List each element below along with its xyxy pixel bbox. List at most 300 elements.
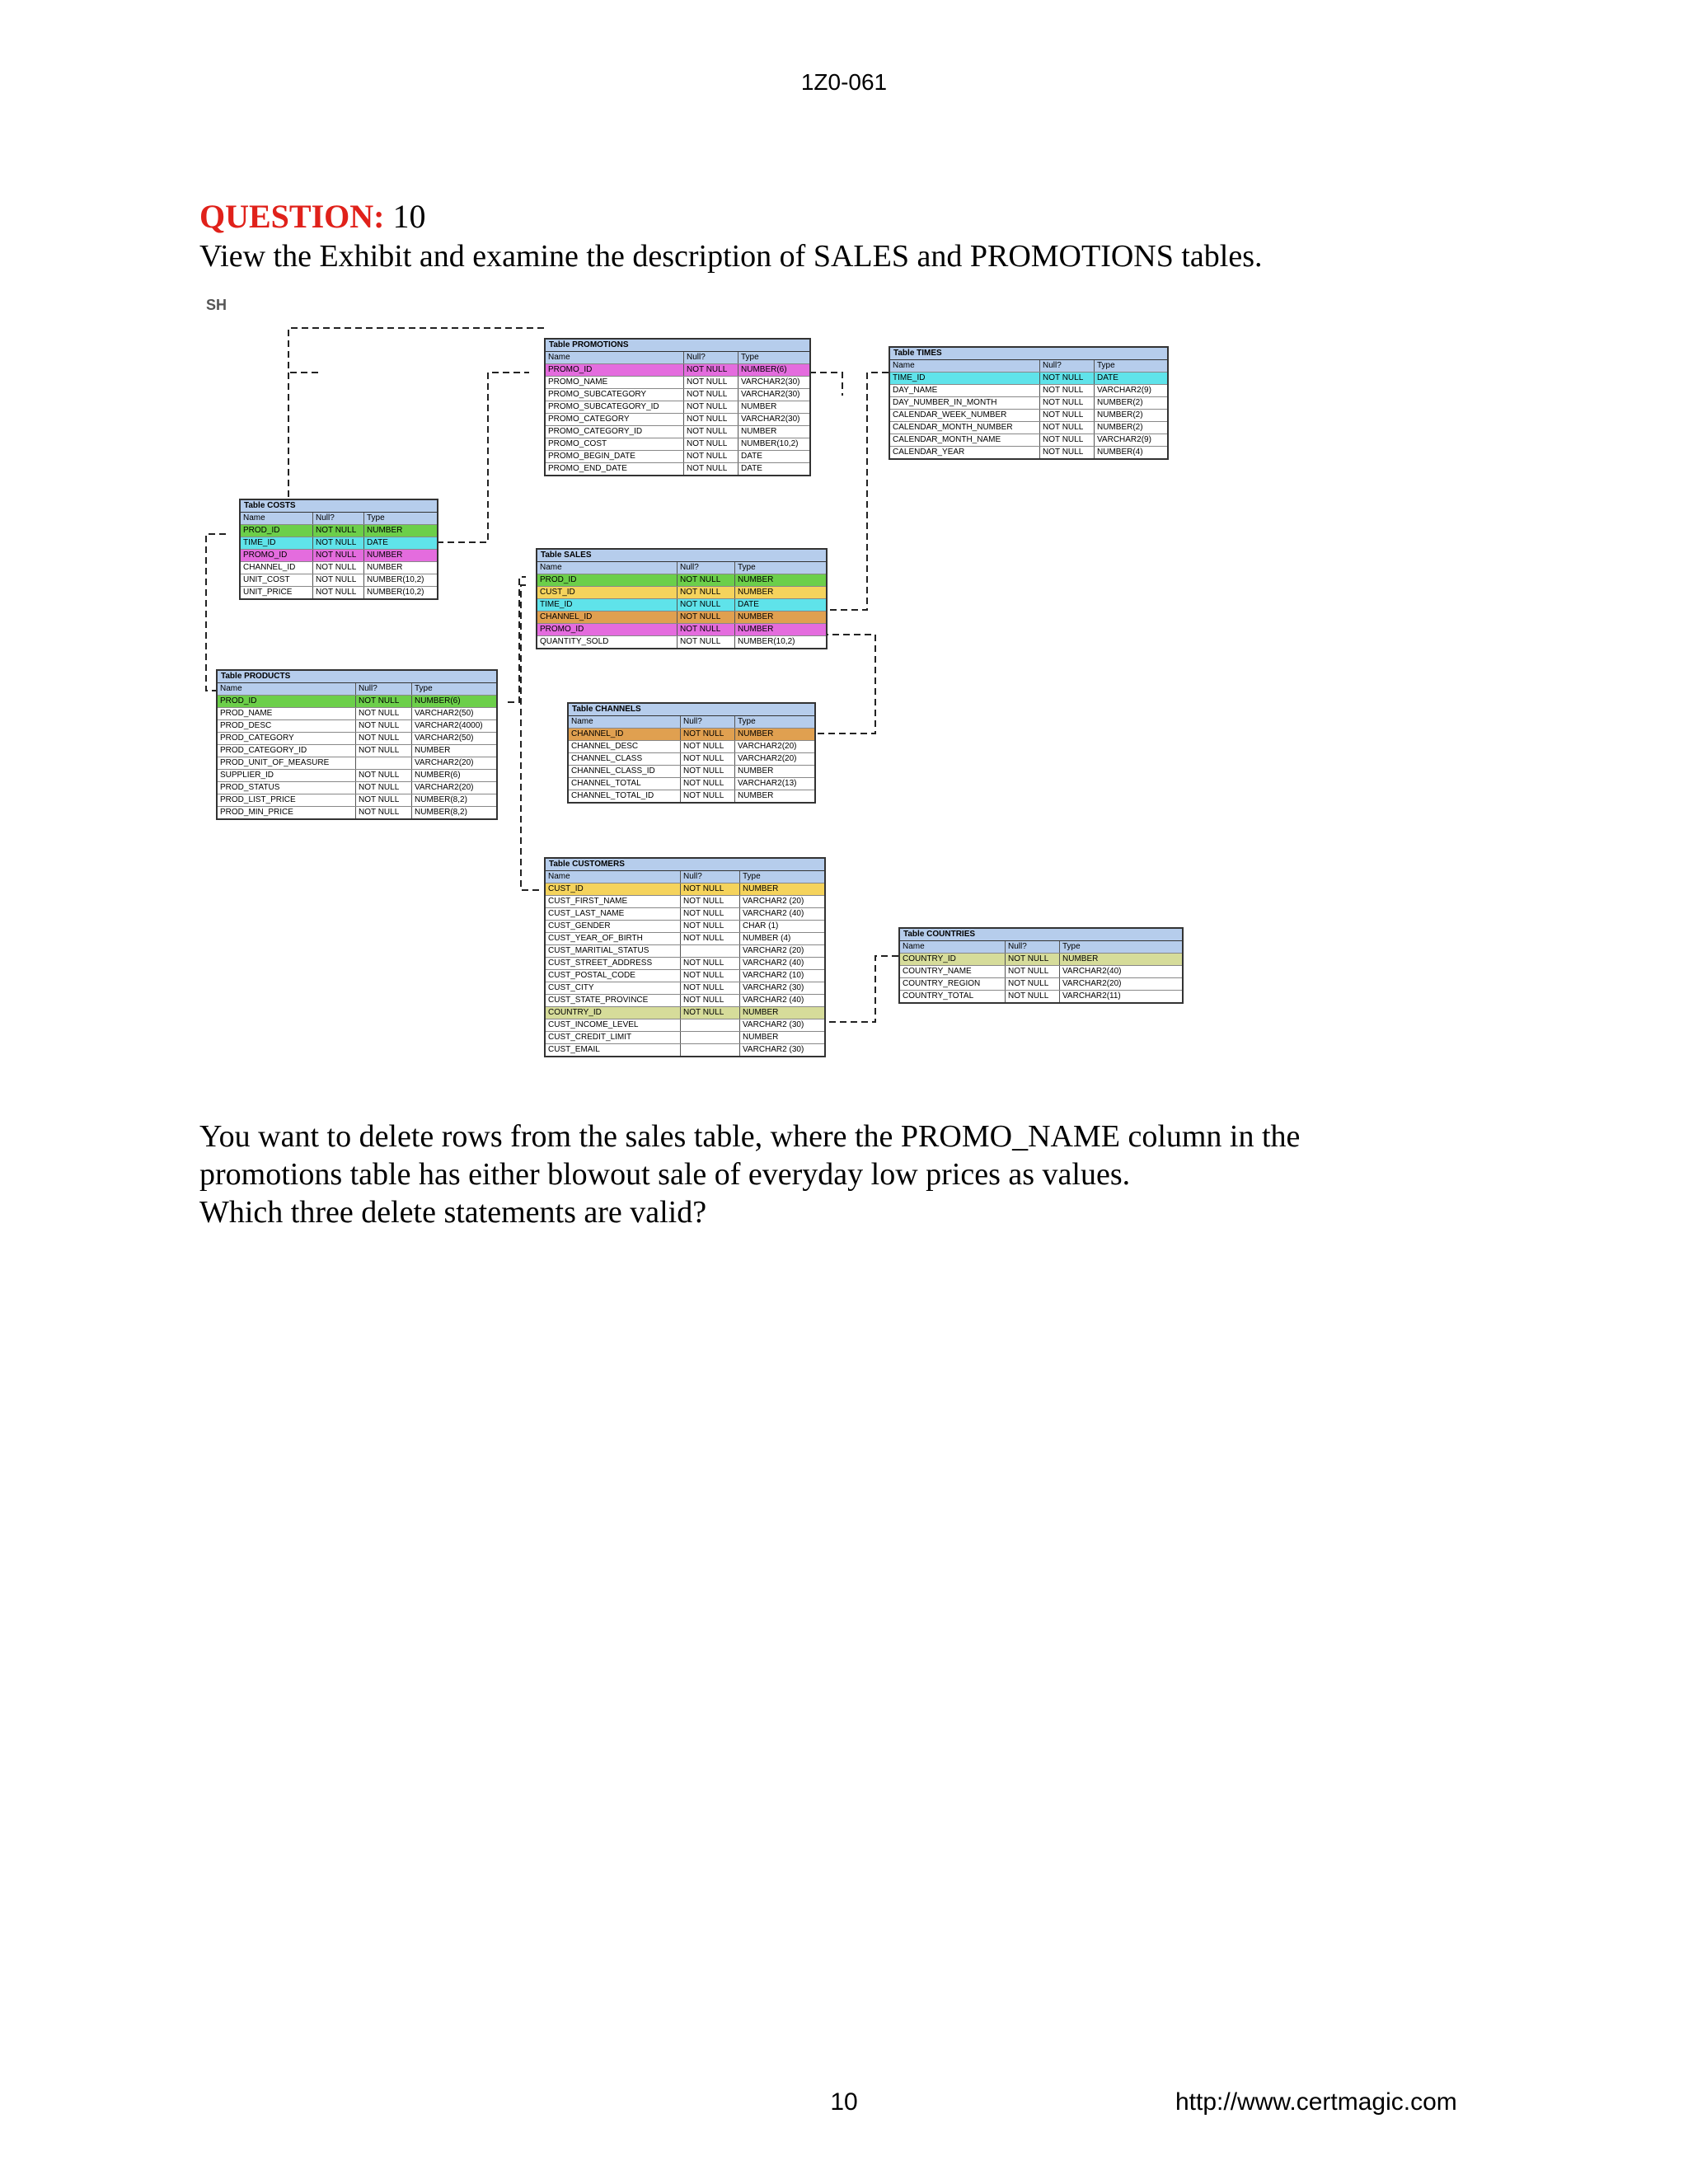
column-name-cell: CHANNEL_ID xyxy=(241,562,313,574)
column-name-cell: TIME_ID xyxy=(890,373,1040,384)
column-name-cell: PROD_UNIT_OF_MEASURE xyxy=(218,757,356,769)
line-costs-to-products xyxy=(206,534,226,691)
column-name-cell: PROMO_ID xyxy=(546,364,684,376)
type-cell: DATE xyxy=(741,464,762,473)
table-row xyxy=(569,741,814,753)
table-header-row xyxy=(546,352,809,364)
null-cell xyxy=(356,757,412,769)
table-row xyxy=(241,550,437,562)
null-cell: NOT NULL xyxy=(678,636,735,648)
type-cell: NUMBER(8,2) xyxy=(415,808,467,817)
table-header-row xyxy=(900,941,1182,954)
column-name-cell: CUST_CITY xyxy=(546,982,681,994)
null-cell: NOT NULL xyxy=(313,525,364,537)
column-name-cell: TIME_ID xyxy=(537,599,678,611)
line-times-to-sales xyxy=(826,373,889,610)
column-name-cell: CALENDAR_YEAR xyxy=(890,447,1040,458)
table-row xyxy=(218,782,496,794)
column-name-cell: PROD_CATEGORY xyxy=(218,733,356,744)
table-header-row xyxy=(537,562,826,574)
null-cell xyxy=(681,1019,740,1031)
header-cell: Type xyxy=(743,872,761,881)
type-cell: VARCHAR2 (20) xyxy=(743,946,804,955)
column-name-cell: PROD_STATUS xyxy=(218,782,356,794)
header-cell: Name xyxy=(241,513,313,524)
question-label: QUESTION: xyxy=(199,198,385,235)
header-cell: Type xyxy=(738,717,756,726)
header-cell: Type xyxy=(741,353,759,362)
type-cell: NUMBER xyxy=(367,551,403,560)
column-name-cell: CUST_YEAR_OF_BIRTH xyxy=(546,933,681,944)
table-row xyxy=(546,908,824,921)
table-costs xyxy=(239,499,438,600)
type-cell: VARCHAR2(30) xyxy=(741,390,800,399)
question-body-line3: Which three delete statements are valid? xyxy=(199,1195,707,1230)
type-cell: NUMBER xyxy=(738,612,774,621)
table-row xyxy=(890,385,1167,397)
null-cell: NOT NULL xyxy=(313,537,364,549)
null-cell: NOT NULL xyxy=(356,770,412,781)
column-name-cell: CHANNEL_DESC xyxy=(569,741,681,752)
column-name-cell: DAY_NAME xyxy=(890,385,1040,396)
column-name-cell: CUST_ID xyxy=(546,883,681,895)
null-cell: NOT NULL xyxy=(356,794,412,806)
type-cell: NUMBER(2) xyxy=(1097,410,1143,419)
type-cell: DATE xyxy=(741,452,762,461)
null-cell: NOT NULL xyxy=(681,790,735,802)
table-row xyxy=(218,696,496,708)
null-cell: NOT NULL xyxy=(681,729,735,740)
table-row xyxy=(546,933,824,945)
table-row xyxy=(546,995,824,1007)
column-name-cell: PROMO_CATEGORY_ID xyxy=(546,426,684,438)
null-cell: NOT NULL xyxy=(678,574,735,586)
type-cell: NUMBER(6) xyxy=(415,771,461,780)
column-name-cell: CUST_ID xyxy=(537,587,678,598)
null-cell: NOT NULL xyxy=(684,426,738,438)
null-cell: NOT NULL xyxy=(681,982,740,994)
table-row xyxy=(546,1007,824,1019)
table-row xyxy=(546,982,824,995)
table-row xyxy=(537,612,826,624)
table-row xyxy=(546,958,824,970)
column-name-cell: CUST_MARITIAL_STATUS xyxy=(546,945,681,957)
column-name-cell: PROMO_ID xyxy=(537,624,678,635)
type-cell: VARCHAR2(50) xyxy=(415,733,474,743)
table-sales xyxy=(536,548,828,649)
type-cell: VARCHAR2(20) xyxy=(1062,979,1122,988)
table-row xyxy=(890,397,1167,410)
table-row xyxy=(537,636,826,648)
header-cell: Null? xyxy=(681,871,740,883)
column-name-cell: PROD_ID xyxy=(537,574,678,586)
table-row xyxy=(546,921,824,933)
column-name-cell: PROD_CATEGORY_ID xyxy=(218,745,356,757)
null-cell: NOT NULL xyxy=(681,766,735,777)
column-name-cell: COUNTRY_TOTAL xyxy=(900,991,1006,1002)
question-intro: View the Exhibit and examine the description of SALES and PROMOTIONS tables. xyxy=(199,239,1263,274)
table-row xyxy=(569,778,814,790)
type-cell: NUMBER xyxy=(1062,954,1099,963)
null-cell: NOT NULL xyxy=(681,958,740,969)
header-cell: Name xyxy=(218,683,356,695)
type-cell: NUMBER xyxy=(738,575,774,584)
table-row xyxy=(537,624,826,636)
table-row xyxy=(218,708,496,720)
type-cell: NUMBER(2) xyxy=(1097,398,1143,407)
table-row xyxy=(546,377,809,389)
header-cell: Null? xyxy=(684,352,738,363)
type-cell: VARCHAR2 (40) xyxy=(743,909,804,918)
header-cell: Null? xyxy=(681,716,735,728)
table-customers xyxy=(544,857,826,1057)
null-cell: NOT NULL xyxy=(356,782,412,794)
null-cell: NOT NULL xyxy=(1040,410,1095,421)
exhibit-diagram xyxy=(199,297,1197,1121)
null-cell: NOT NULL xyxy=(1006,954,1060,965)
type-cell: NUMBER xyxy=(741,427,777,436)
table-row xyxy=(900,966,1182,978)
null-cell: NOT NULL xyxy=(1040,373,1095,384)
column-name-cell: COUNTRY_REGION xyxy=(900,978,1006,990)
column-name-cell: PROMO_BEGIN_DATE xyxy=(546,451,684,462)
table-row xyxy=(241,525,437,537)
table-title: Table CUSTOMERS xyxy=(546,859,824,871)
type-cell: VARCHAR2 (20) xyxy=(743,897,804,906)
null-cell xyxy=(681,945,740,957)
type-cell: NUMBER(10,2) xyxy=(367,575,424,584)
column-name-cell: PROMO_NAME xyxy=(546,377,684,388)
null-cell: NOT NULL xyxy=(1006,978,1060,990)
column-name-cell: QUANTITY_SOLD xyxy=(537,636,678,648)
table-row xyxy=(546,1044,824,1056)
header-cell: Type xyxy=(738,563,756,572)
table-title: Table COUNTRIES xyxy=(900,929,1182,941)
type-cell: VARCHAR2(40) xyxy=(1062,967,1122,976)
null-cell: NOT NULL xyxy=(678,587,735,598)
table-title: Table PRODUCTS xyxy=(218,671,496,683)
header-cell: Null? xyxy=(1040,360,1095,372)
column-name-cell: DAY_NUMBER_IN_MONTH xyxy=(890,397,1040,409)
null-cell: NOT NULL xyxy=(1006,966,1060,977)
header-cell: Null? xyxy=(356,683,412,695)
null-cell: NOT NULL xyxy=(1040,397,1095,409)
table-row xyxy=(569,790,814,802)
null-cell: NOT NULL xyxy=(684,438,738,450)
table-promotions xyxy=(544,338,811,476)
table-row xyxy=(890,373,1167,385)
table-products xyxy=(216,669,498,820)
table-times xyxy=(889,346,1169,460)
table-title: Table SALES xyxy=(537,550,826,562)
null-cell: NOT NULL xyxy=(681,896,740,907)
type-cell: VARCHAR2(4000) xyxy=(415,721,483,730)
header-cell: Type xyxy=(1062,942,1081,951)
null-cell: NOT NULL xyxy=(356,733,412,744)
column-name-cell: CALENDAR_MONTH_NAME xyxy=(890,434,1040,446)
column-name-cell: UNIT_COST xyxy=(241,574,313,586)
header-cell: Name xyxy=(537,562,678,574)
table-countries xyxy=(898,927,1184,1004)
column-name-cell: SUPPLIER_ID xyxy=(218,770,356,781)
column-name-cell: COUNTRY_ID xyxy=(900,954,1006,965)
table-row xyxy=(546,883,824,896)
column-name-cell: CALENDAR_WEEK_NUMBER xyxy=(890,410,1040,421)
null-cell: NOT NULL xyxy=(356,708,412,719)
null-cell: NOT NULL xyxy=(684,401,738,413)
table-title: Table CHANNELS xyxy=(569,704,814,716)
line-products-to-sales xyxy=(508,577,526,702)
table-row xyxy=(569,766,814,778)
column-name-cell: CUST_STREET_ADDRESS xyxy=(546,958,681,969)
type-cell: NUMBER xyxy=(741,402,777,411)
header-cell: Type xyxy=(415,684,433,693)
type-cell: NUMBER xyxy=(738,588,774,597)
null-cell: NOT NULL xyxy=(356,696,412,707)
column-name-cell: CUST_FIRST_NAME xyxy=(546,896,681,907)
table-row xyxy=(546,401,809,414)
table-row xyxy=(546,1019,824,1032)
type-cell: NUMBER(2) xyxy=(1097,423,1143,432)
table-row xyxy=(569,729,814,741)
type-cell: DATE xyxy=(367,538,388,547)
null-cell: NOT NULL xyxy=(684,451,738,462)
question-body-line2: promotions table has either blowout sale of everyday low prices as values. xyxy=(199,1157,1131,1192)
table-row xyxy=(537,599,826,612)
header-cell: Name xyxy=(546,871,681,883)
column-name-cell: CUST_LAST_NAME xyxy=(546,908,681,920)
null-cell: NOT NULL xyxy=(681,883,740,895)
table-row xyxy=(900,991,1182,1002)
type-cell: DATE xyxy=(738,600,759,609)
table-title: Table COSTS xyxy=(241,500,437,513)
column-name-cell: PROD_ID xyxy=(241,525,313,537)
column-name-cell: PROMO_SUBCATEGORY_ID xyxy=(546,401,684,413)
column-name-cell: CUST_STATE_PROVINCE xyxy=(546,995,681,1006)
type-cell: VARCHAR2 (40) xyxy=(743,958,804,968)
table-row xyxy=(890,447,1167,458)
column-name-cell: CHANNEL_TOTAL_ID xyxy=(569,790,681,802)
table-row xyxy=(546,970,824,982)
null-cell xyxy=(681,1044,740,1056)
null-cell: NOT NULL xyxy=(356,807,412,818)
table-row xyxy=(569,753,814,766)
column-name-cell: PROD_LIST_PRICE xyxy=(218,794,356,806)
type-cell: NUMBER(6) xyxy=(741,365,787,374)
column-name-cell: CHANNEL_CLASS_ID xyxy=(569,766,681,777)
question-title xyxy=(199,198,426,236)
null-cell: NOT NULL xyxy=(684,377,738,388)
null-cell xyxy=(681,1032,740,1043)
null-cell: NOT NULL xyxy=(681,970,740,982)
column-name-cell: UNIT_PRICE xyxy=(241,587,313,598)
table-row xyxy=(890,410,1167,422)
type-cell: VARCHAR2 (40) xyxy=(743,996,804,1005)
null-cell: NOT NULL xyxy=(681,995,740,1006)
null-cell: NOT NULL xyxy=(313,550,364,561)
column-name-cell: CUST_EMAIL xyxy=(546,1044,681,1056)
header-cell: Null? xyxy=(313,513,364,524)
column-name-cell: CALENDAR_MONTH_NUMBER xyxy=(890,422,1040,434)
table-title: Table PROMOTIONS xyxy=(546,340,809,352)
question-body-line1: You want to delete rows from the sales table, where the PROMO_NAME column in the xyxy=(199,1119,1301,1154)
table-row xyxy=(241,537,437,550)
table-row xyxy=(218,770,496,782)
type-cell: NUMBER (4) xyxy=(743,934,791,943)
null-cell: NOT NULL xyxy=(1040,434,1095,446)
null-cell: NOT NULL xyxy=(678,624,735,635)
type-cell: VARCHAR2 (30) xyxy=(743,983,804,992)
header-cell: Name xyxy=(900,941,1006,953)
type-cell: VARCHAR2 (30) xyxy=(743,1045,804,1054)
type-cell: VARCHAR2(13) xyxy=(738,779,797,788)
column-name-cell: PROMO_COST xyxy=(546,438,684,450)
column-name-cell: CUST_GENDER xyxy=(546,921,681,932)
type-cell: VARCHAR2(9) xyxy=(1097,386,1151,395)
footer-url[interactable]: http://www.certmagic.com xyxy=(1175,2088,1457,2116)
table-row xyxy=(218,745,496,757)
column-name-cell: CHANNEL_ID xyxy=(569,729,681,740)
column-name-cell: PROD_MIN_PRICE xyxy=(218,807,356,818)
null-cell: NOT NULL xyxy=(681,753,735,765)
table-header-row xyxy=(546,871,824,883)
null-cell: NOT NULL xyxy=(684,414,738,425)
table-row xyxy=(537,574,826,587)
null-cell: NOT NULL xyxy=(1040,422,1095,434)
table-row xyxy=(546,945,824,958)
header-cell: Name xyxy=(569,716,681,728)
table-row xyxy=(546,426,809,438)
type-cell: NUMBER xyxy=(415,746,451,755)
type-cell: NUMBER xyxy=(738,791,774,800)
column-name-cell: PROD_ID xyxy=(218,696,356,707)
type-cell: NUMBER xyxy=(743,1008,779,1017)
type-cell: VARCHAR2 (10) xyxy=(743,971,804,980)
table-row xyxy=(546,1032,824,1044)
column-name-cell: PROMO_END_DATE xyxy=(546,463,684,475)
null-cell: NOT NULL xyxy=(684,364,738,376)
header-cell: Null? xyxy=(1006,941,1060,953)
type-cell: VARCHAR2(11) xyxy=(1062,991,1121,1001)
null-cell: NOT NULL xyxy=(356,720,412,732)
table-header-row xyxy=(241,513,437,525)
header-cell: Type xyxy=(367,513,385,523)
null-cell: NOT NULL xyxy=(678,612,735,623)
header-cell: Name xyxy=(546,352,684,363)
type-cell: NUMBER xyxy=(743,1033,779,1042)
table-row xyxy=(546,896,824,908)
table-row xyxy=(546,463,809,475)
column-name-cell: CHANNEL_CLASS xyxy=(569,753,681,765)
exhibit-corner-mark: SH xyxy=(206,297,227,313)
column-name-cell: PROMO_SUBCATEGORY xyxy=(546,389,684,401)
null-cell: NOT NULL xyxy=(681,1007,740,1019)
type-cell: NUMBER xyxy=(367,563,403,572)
type-cell: NUMBER xyxy=(738,729,774,738)
table-row xyxy=(546,389,809,401)
column-name-cell: PROMO_ID xyxy=(241,550,313,561)
table-header-row xyxy=(218,683,496,696)
table-header-row xyxy=(890,360,1167,373)
null-cell: NOT NULL xyxy=(1040,385,1095,396)
type-cell: NUMBER xyxy=(743,884,779,893)
table-row xyxy=(537,587,826,599)
page-number: 10 xyxy=(830,2088,858,2116)
table-row xyxy=(900,954,1182,966)
type-cell: CHAR (1) xyxy=(743,921,779,930)
column-name-cell: CHANNEL_TOTAL xyxy=(569,778,681,790)
column-name-cell: CUST_POSTAL_CODE xyxy=(546,970,681,982)
type-cell: VARCHAR2(20) xyxy=(415,758,474,767)
header-cell: Name xyxy=(890,360,1040,372)
table-row xyxy=(218,794,496,807)
null-cell: NOT NULL xyxy=(681,908,740,920)
table-row xyxy=(890,422,1167,434)
table-row xyxy=(241,562,437,574)
null-cell: NOT NULL xyxy=(1040,447,1095,458)
type-cell: VARCHAR2(30) xyxy=(741,415,800,424)
null-cell: NOT NULL xyxy=(313,562,364,574)
column-name-cell: PROD_DESC xyxy=(218,720,356,732)
line-channels-to-sales xyxy=(818,635,875,733)
type-cell: NUMBER(10,2) xyxy=(741,439,799,448)
table-row xyxy=(890,434,1167,447)
table-row xyxy=(218,720,496,733)
table-channels xyxy=(567,702,816,804)
line-promotions-right xyxy=(809,373,842,396)
type-cell: NUMBER xyxy=(738,625,774,634)
page-header-code: 1Z0-061 xyxy=(800,69,888,95)
table-row xyxy=(241,574,437,587)
column-name-cell: PROMO_CATEGORY xyxy=(546,414,684,425)
type-cell: NUMBER(6) xyxy=(415,696,461,705)
type-cell: VARCHAR2(50) xyxy=(415,709,474,718)
table-title: Table TIMES xyxy=(890,348,1167,360)
column-name-cell: CHANNEL_ID xyxy=(537,612,678,623)
type-cell: VARCHAR2(20) xyxy=(738,742,797,751)
type-cell: VARCHAR2(9) xyxy=(1097,435,1151,444)
null-cell: NOT NULL xyxy=(681,778,735,790)
column-name-cell: COUNTRY_NAME xyxy=(900,966,1006,977)
line-countries-to-customers xyxy=(823,956,898,1022)
type-cell: NUMBER xyxy=(367,526,403,535)
table-row xyxy=(241,587,437,598)
table-row xyxy=(546,364,809,377)
table-row xyxy=(546,451,809,463)
null-cell: NOT NULL xyxy=(1006,991,1060,1002)
column-name-cell: CUST_INCOME_LEVEL xyxy=(546,1019,681,1031)
null-cell: NOT NULL xyxy=(681,921,740,932)
type-cell: NUMBER(4) xyxy=(1097,448,1143,457)
table-row xyxy=(546,438,809,451)
null-cell: NOT NULL xyxy=(684,463,738,475)
type-cell: DATE xyxy=(1097,373,1118,382)
table-row xyxy=(218,757,496,770)
type-cell: VARCHAR2 (30) xyxy=(743,1020,804,1029)
null-cell: NOT NULL xyxy=(681,933,740,944)
type-cell: VARCHAR2(20) xyxy=(415,783,474,792)
table-row xyxy=(546,414,809,426)
question-number: 10 xyxy=(392,198,426,235)
null-cell: NOT NULL xyxy=(684,389,738,401)
table-row xyxy=(900,978,1182,991)
null-cell: NOT NULL xyxy=(681,741,735,752)
table-row xyxy=(218,807,496,818)
column-name-cell: COUNTRY_ID xyxy=(546,1007,681,1019)
null-cell: NOT NULL xyxy=(313,587,364,598)
column-name-cell: PROD_NAME xyxy=(218,708,356,719)
type-cell: NUMBER xyxy=(738,766,774,776)
